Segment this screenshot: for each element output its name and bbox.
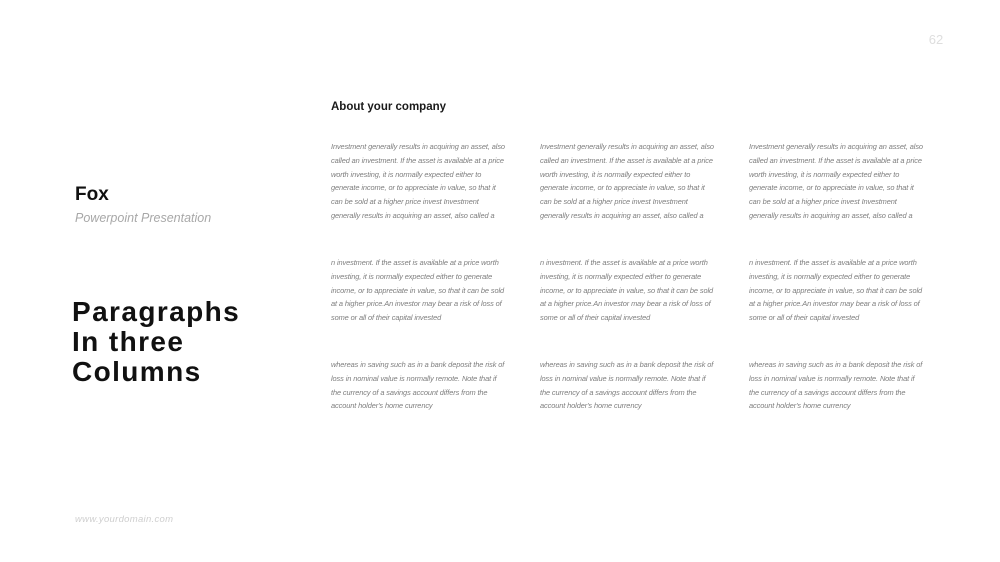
slide-title-line: Columns: [72, 356, 202, 387]
column-paragraph: Investment generally results in acquiring an asset, also called an investment. If the asset is available at a price worth investing, it is normally expected either to generate income, or to appreciate in value, so that it can be sold at a higher price invest Investment generally results in acquiring an asset, also called a: [331, 142, 505, 220]
page-number: 62: [928, 32, 944, 47]
brand-subtitle: Powerpoint Presentation: [75, 211, 212, 225]
column-paragraph: whereas in saving such as in a bank deposit the risk of loss in nominal value is normally remote. Note that if the currency of a savings account differs from the account holder's home currency: [540, 360, 714, 411]
column-paragraph: n investment. If the asset is available at a price worth investing, it is normally expected either to generate income, or to appreciate in value, so that it can be sold at a higher price.An investor may bear a risk of loss of some or all of their capital invested: [331, 258, 505, 323]
slide-title: [72, 297, 240, 387]
footer-url: www.yourdomain.com: [75, 514, 174, 525]
column-paragraph: Investment generally results in acquiring an asset, also called an investment. If the asset is available at a price worth investing, it is normally expected either to generate income, or to appreciate in value, so that it can be sold at a higher price invest Investment generally results in acquiring an asset, also called a: [540, 142, 714, 220]
column-paragraph: n investment. If the asset is available at a price worth investing, it is normally expected either to generate income, or to appreciate in value, so that it can be sold at a higher price.An investor may bear a risk of loss of some or all of their capital invested: [749, 258, 923, 323]
column-paragraph: whereas in saving such as in a bank deposit the risk of loss in nominal value is normally remote. Note that if the currency of a savings account differs from the account holder's home currency: [331, 360, 505, 411]
slide-title-line: Paragraphs: [72, 296, 241, 327]
slide-title-line: In three: [72, 326, 185, 357]
brand-name: Fox: [75, 184, 109, 205]
column-paragraph: n investment. If the asset is available at a price worth investing, it is normally expected either to generate income, or to appreciate in value, so that it can be sold at a higher price.An investor may bear a risk of loss of some or all of their capital invested: [540, 258, 714, 323]
column-paragraph: Investment generally results in acquiring an asset, also called an investment. If the asset is available at a price worth investing, it is normally expected either to generate income, or to appreciate in value, so that it can be sold at a higher price invest Investment generally results in acquiring an asset, also called a: [749, 142, 923, 220]
column-paragraph: whereas in saving such as in a bank deposit the risk of loss in nominal value is normally remote. Note that if the currency of a savings account differs from the account holder's home currency: [749, 360, 923, 411]
section-heading: About your company: [331, 101, 447, 113]
